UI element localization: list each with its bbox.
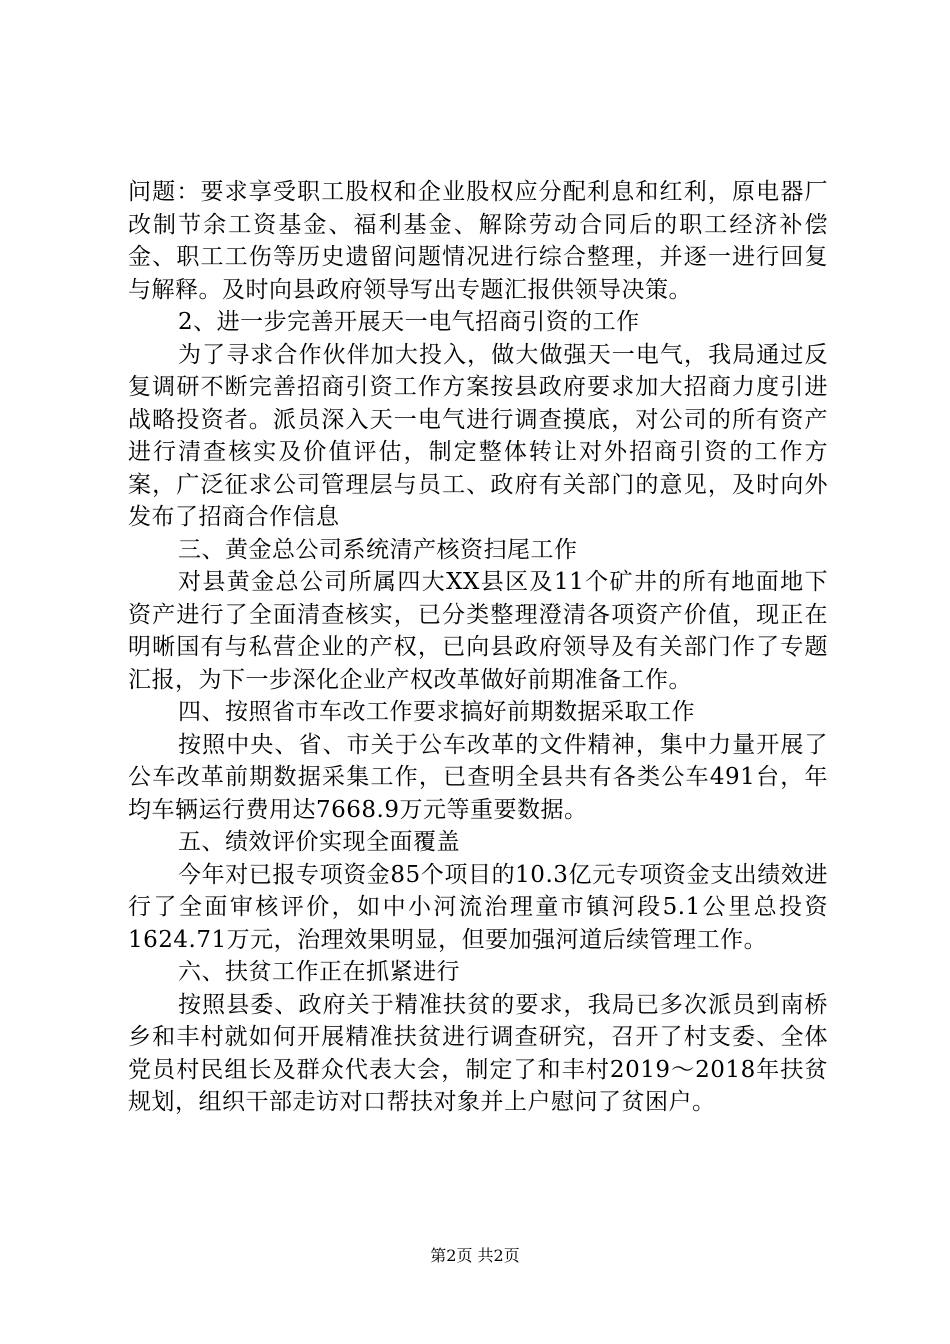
body-paragraph: 今年对已报专项资金85个项目的10.3亿元专项资金支出绩效进行了全面审核评价，如中小河流治理童市镇河段5.1公里总投资1624.71万元，治理效果明显，但要加强河道后续管理工作。 — [128, 861, 828, 953]
body-paragraph: 对县黄金总公司所属四大XX县区及11个矿井的所有地面地下资产进行了全面清查核实，已分类整理澄清各项资产价值，现正在明晰国有与私营企业的产权，已向县政府领导及有关部门作了专题汇报，为下一步深化企业产权改革做好前期准备工作。 — [128, 569, 828, 693]
section-heading: 四、按照省市车改工作要求搞好前期数据采取工作 — [178, 699, 695, 725]
body-paragraph: 按照中央、省、市关于公车改革的文件精神，集中力量开展了公车改革前期数据采集工作，已查明全县共有各类公车491台，年均车辆运行费用达7668.9万元等重要数据。 — [128, 731, 828, 823]
section-heading: 六、扶贫工作正在抓紧进行 — [178, 959, 460, 985]
body-paragraph: 为了寻求合作伙伴加大投入，做大做强天一电气，我局通过反复调研不断完善招商引资工作方案按县政府要求加大招商力度引进战略投资者。派员深入天一电气进行调查摸底，对公司的所有资产进行清查核实及价值评估，制定整体转让对外招商引资的工作方案，广泛征求公司管理层与员工、政府有关部门的意见，及时向外发布了招商合作信息 — [128, 341, 828, 530]
section-heading: 五、绩效评价实现全面覆盖 — [178, 829, 460, 855]
document-body — [128, 176, 828, 1119]
body-paragraph: 按照县委、政府关于精准扶贫的要求，我局已多次派员到南桥乡和丰村就如何开展精准扶贫进行调查研究，召开了村支委、全体党员村民组长及群众代表大会，制定了和丰村2019～2018年扶贫规划，组织干部走访对口帮扶对象并上户慰问了贫困户。 — [128, 991, 828, 1115]
page-number-footer: 第2页 共2页 — [430, 1246, 520, 1265]
section-heading: 2、进一步完善开展天一电气招商引资的工作 — [178, 309, 640, 335]
body-paragraph: 问题：要求享受职工股权和企业股权应分配利息和红利，原电器厂改制节余工资基金、福利基金、解除劳动合同后的职工经济补偿金、职工工伤等历史遗留问题情况进行综合整理，并逐一进行回复与解释。及时向县政府领导写出专题汇报供领导决策。 — [128, 179, 828, 303]
section-heading: 三、黄金总公司系统清产核资扫尾工作 — [178, 536, 578, 563]
